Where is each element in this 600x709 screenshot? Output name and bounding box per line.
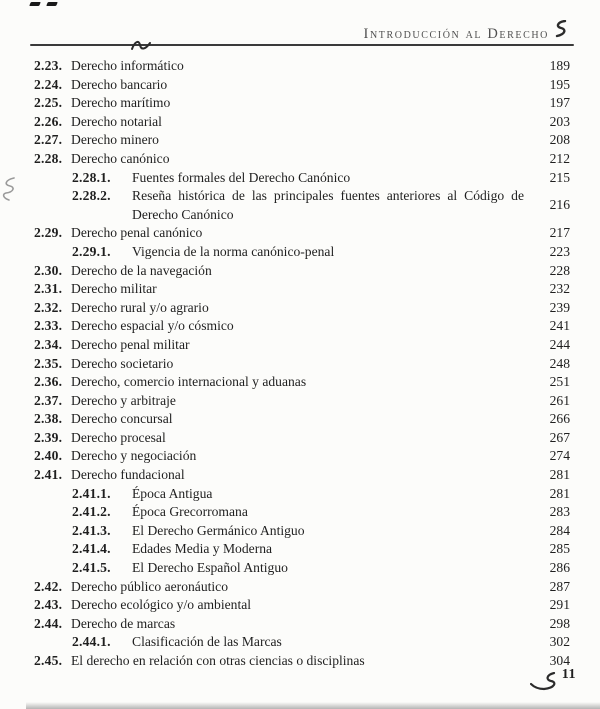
toc-entry-number: 2.33. bbox=[34, 318, 63, 334]
toc-entry-number: 2.29.1. bbox=[72, 243, 111, 259]
toc-entry-number: 2.40. bbox=[34, 448, 63, 464]
toc-entry-title: Derecho espacial y/o cósmico bbox=[71, 318, 234, 334]
toc-entry-title: Derecho público aeronáutico bbox=[71, 578, 229, 594]
toc-entry-title: Edades Media y Moderna bbox=[132, 541, 273, 557]
toc-entry-title: El derecho en relación con otras ciencias o disciplinas bbox=[71, 653, 365, 668]
toc-entry bbox=[34, 76, 570, 95]
toc-entry-number: 2.38. bbox=[34, 411, 63, 427]
toc-entry-page: 284 bbox=[549, 522, 570, 538]
toc-entry-number: 2.23. bbox=[34, 58, 63, 73]
toc-entry-page: 281 bbox=[549, 467, 570, 483]
toc-entry-number: 2.32. bbox=[34, 299, 63, 315]
toc-entry-title: Derecho concursal bbox=[71, 411, 173, 427]
toc-entry bbox=[34, 410, 570, 429]
toc-entry-number: 2.28.1. bbox=[72, 169, 111, 185]
toc-entry-number: 2.28. bbox=[34, 150, 63, 166]
toc-entry-page: 197 bbox=[549, 95, 570, 111]
toc-entry-page: 217 bbox=[549, 225, 570, 241]
toc-entry-number: 2.41. bbox=[34, 467, 63, 483]
footer-flourish-icon bbox=[530, 667, 560, 699]
toc-entry bbox=[34, 429, 570, 448]
toc-entry-number: 2.44. bbox=[34, 615, 63, 631]
toc-entry-number: 2.42. bbox=[34, 578, 63, 594]
scan-shadow bbox=[26, 702, 600, 709]
page-footer bbox=[530, 667, 576, 699]
toc-entry-page: 251 bbox=[549, 374, 570, 390]
toc-entry-page: 261 bbox=[549, 392, 570, 408]
toc-entry-title: Derecho canónico bbox=[71, 150, 170, 166]
toc-entry bbox=[34, 447, 570, 466]
toc-entry-title: Derecho penal militar bbox=[71, 336, 190, 352]
toc-entry-page: 274 bbox=[549, 448, 570, 464]
toc-entry-number: 2.44.1. bbox=[72, 634, 111, 650]
toc-entry bbox=[34, 466, 570, 485]
toc-entry bbox=[34, 57, 570, 76]
toc-entry-number: 2.37. bbox=[34, 392, 63, 408]
toc-entry-page: 285 bbox=[549, 541, 570, 557]
toc-entry bbox=[34, 596, 570, 615]
toc-entry-title: Época Antigua bbox=[132, 485, 213, 501]
toc-entry bbox=[34, 540, 570, 559]
toc-entry-title: Derecho y arbitraje bbox=[71, 392, 176, 408]
toc-entry-page: 283 bbox=[549, 504, 570, 520]
toc-entry bbox=[34, 392, 570, 411]
scan-corner-mark bbox=[29, 2, 41, 6]
toc-entry-number: 2.25. bbox=[34, 95, 63, 111]
toc-entry bbox=[34, 113, 570, 132]
toc-entry-number: 2.41.3. bbox=[72, 522, 111, 538]
toc-entry-number: 2.41.1. bbox=[72, 485, 111, 501]
toc-entry bbox=[34, 578, 570, 597]
toc-entry-title: Derecho y negociación bbox=[71, 448, 197, 464]
toc-entry-title: Derecho de la navegación bbox=[71, 262, 212, 278]
toc-entry-page: 287 bbox=[549, 578, 570, 594]
toc-entry bbox=[34, 224, 570, 243]
toc-entry bbox=[34, 373, 570, 392]
toc-entry-page: 248 bbox=[549, 355, 570, 371]
toc-entry bbox=[34, 633, 570, 652]
toc-entry-title: El Derecho Español Antiguo bbox=[132, 560, 288, 576]
toc-entry-number: 2.28.2. bbox=[72, 188, 111, 204]
toc-entry-title: Derecho fundacional bbox=[71, 467, 185, 483]
toc-entry-title: Vigencia de la norma canónico-penal bbox=[132, 243, 335, 259]
margin-scribble-icon bbox=[1, 176, 17, 207]
toc-entry-page: 212 bbox=[549, 150, 570, 166]
folio-page-number: 11 bbox=[561, 667, 576, 682]
toc-entry-number: 2.39. bbox=[34, 429, 63, 445]
toc-entry-page: 266 bbox=[549, 411, 570, 427]
toc-entry-number: 2.30. bbox=[34, 262, 63, 278]
toc-entry-title: Derecho ecológico y/o ambiental bbox=[71, 597, 252, 613]
toc-entry bbox=[34, 355, 570, 374]
toc-entry-title: Derecho rural y/o agrario bbox=[71, 299, 209, 315]
toc-entry-page: 291 bbox=[549, 597, 570, 613]
toc-entry-number: 2.45. bbox=[34, 653, 63, 668]
toc-entry-title: Época Grecorromana bbox=[132, 504, 248, 520]
toc-entry-number: 2.26. bbox=[34, 113, 63, 129]
toc-entry-title: Clasificación de las Marcas bbox=[132, 634, 282, 650]
toc-entry-page: 302 bbox=[549, 634, 570, 650]
rule-flourish-icon bbox=[130, 38, 152, 57]
toc-entry-title: Derecho societario bbox=[71, 355, 174, 371]
toc-entry bbox=[34, 150, 570, 169]
toc-entry-title: Derecho, comercio internacional y aduanas bbox=[71, 374, 307, 390]
toc-entry-page: 195 bbox=[549, 76, 570, 92]
toc-entry bbox=[34, 243, 570, 262]
toc-entry bbox=[34, 169, 570, 188]
header-flourish-icon bbox=[554, 20, 568, 43]
toc-entry bbox=[34, 94, 570, 113]
toc-entry bbox=[34, 280, 570, 299]
toc-entry-title: Derecho bancario bbox=[71, 76, 168, 92]
toc-entry-page: 281 bbox=[549, 485, 570, 501]
toc-entry-page: 228 bbox=[549, 262, 570, 278]
toc-entry-number: 2.41.4. bbox=[72, 541, 111, 557]
toc-entry-page: 208 bbox=[549, 132, 570, 148]
toc-entry-page: 215 bbox=[549, 169, 570, 185]
toc-entry-number: 2.24. bbox=[34, 76, 63, 92]
toc-entry-number: 2.35. bbox=[34, 355, 63, 371]
toc-entry-page: 239 bbox=[549, 299, 570, 315]
toc-entry bbox=[34, 615, 570, 634]
toc-entry-title: Derecho procesal bbox=[71, 429, 166, 445]
toc-entry-title: Derecho marítimo bbox=[71, 95, 171, 111]
toc-entry-number: 2.31. bbox=[34, 281, 63, 297]
toc-entry-title: Reseña histórica de las principales fuentes anteriores al Código de Derecho Canónico bbox=[132, 188, 524, 222]
toc-list bbox=[34, 57, 570, 671]
toc-entry-title: Derecho de marcas bbox=[71, 615, 176, 631]
toc-entry-title: Derecho notarial bbox=[71, 113, 162, 129]
toc-entry-page: 203 bbox=[549, 113, 570, 129]
toc-entry-title: Derecho informático bbox=[71, 58, 184, 73]
toc-entry bbox=[34, 187, 570, 224]
toc-entry-number: 2.43. bbox=[34, 597, 63, 613]
toc-entry-page: 286 bbox=[549, 560, 570, 576]
toc-entry-number: 2.41.2. bbox=[72, 504, 111, 520]
toc-entry-page: 244 bbox=[549, 336, 570, 352]
page-header bbox=[364, 20, 568, 43]
toc-entry bbox=[34, 559, 570, 578]
toc-entry-page: 267 bbox=[549, 429, 570, 445]
toc-entry bbox=[34, 485, 570, 504]
toc-entry-page: 189 bbox=[549, 58, 570, 73]
running-head-title: Introducción al Derecho bbox=[363, 26, 549, 42]
toc-entry-number: 2.29. bbox=[34, 225, 63, 241]
toc-entry-page: 223 bbox=[549, 243, 570, 259]
header-rule bbox=[30, 44, 574, 46]
toc-entry bbox=[34, 652, 570, 671]
toc-entry-title: Derecho militar bbox=[71, 281, 157, 297]
toc-entry-title: El Derecho Germánico Antiguo bbox=[132, 522, 305, 538]
toc-entry-number: 2.34. bbox=[34, 336, 63, 352]
toc-entry-title: Derecho penal canónico bbox=[71, 225, 203, 241]
toc-entry bbox=[34, 317, 570, 336]
toc-entry bbox=[34, 299, 570, 318]
toc-entry-page: 241 bbox=[549, 318, 570, 334]
toc-entry bbox=[34, 131, 570, 150]
toc-entry-page: 232 bbox=[549, 281, 570, 297]
toc-entry-page: 304 bbox=[549, 653, 570, 668]
toc-entry-number: 2.36. bbox=[34, 374, 63, 390]
toc-entry-page: 298 bbox=[549, 615, 570, 631]
scan-corner-mark bbox=[46, 2, 58, 6]
toc-entry-title: Fuentes formales del Derecho Canónico bbox=[132, 169, 351, 185]
toc-entry-page: 216 bbox=[549, 197, 570, 213]
toc-entry-number: 2.41.5. bbox=[72, 560, 111, 576]
toc-entry-number: 2.27. bbox=[34, 132, 63, 148]
toc-entry bbox=[34, 522, 570, 541]
toc-entry-title: Derecho minero bbox=[71, 132, 159, 148]
toc-entry bbox=[34, 336, 570, 355]
toc-entry bbox=[34, 262, 570, 281]
toc-entry bbox=[34, 503, 570, 522]
